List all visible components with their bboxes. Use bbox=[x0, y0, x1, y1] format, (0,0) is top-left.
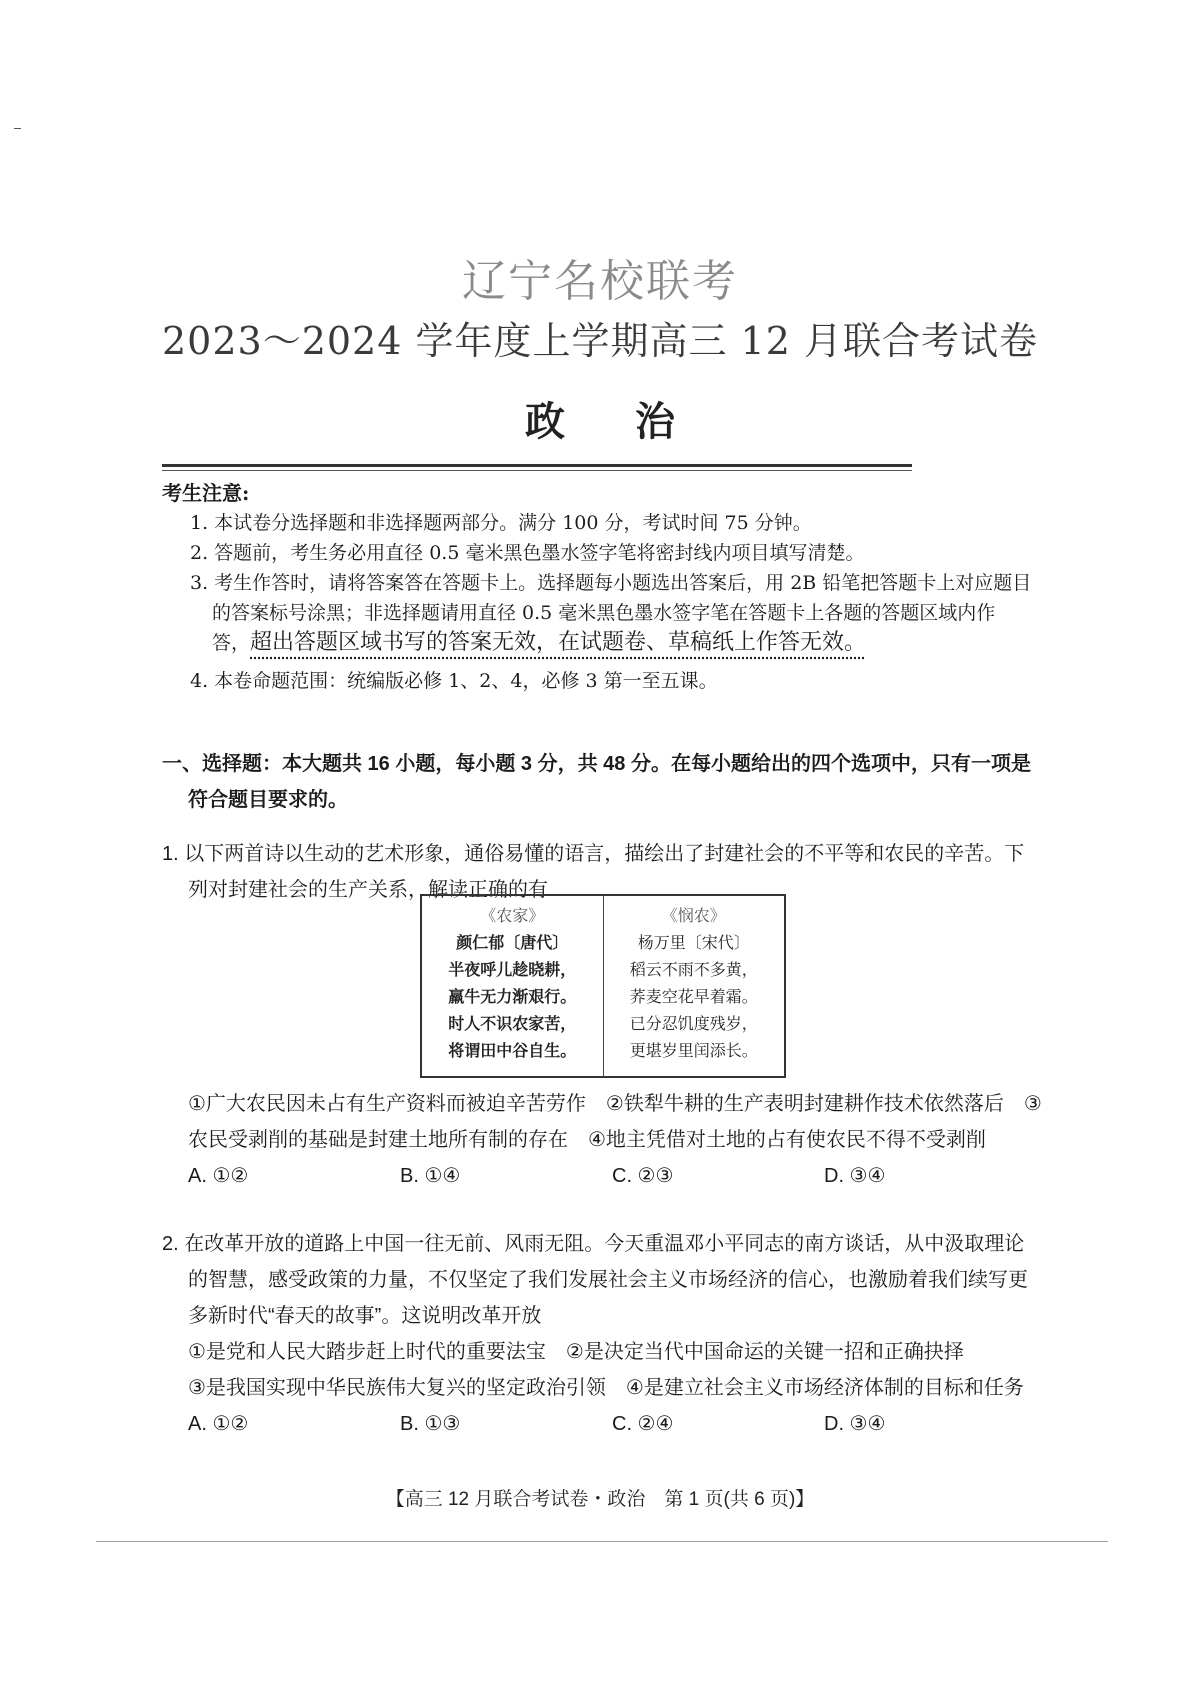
poem-right-line: 更堪岁里闰添长。 bbox=[629, 1041, 758, 1060]
question-2-choices bbox=[162, 1406, 1042, 1442]
question-2-option-line: ①是党和人民大踏步赶上时代的重要法宝 ②是决定当代中国命运的关键一招和正确抉择 bbox=[188, 1341, 964, 1363]
section-heading-text: 一、选择题：本大题共 16 小题，每小题 3 分，共 48 分。在每小题给出的四个选项中，只有一项是 bbox=[162, 753, 1031, 775]
poem-left-line: 时人不识农家苦， bbox=[448, 1014, 577, 1033]
question-1-choices bbox=[162, 1158, 1042, 1194]
poem-left-line: 将谓田中谷自生。 bbox=[448, 1041, 577, 1060]
scan-mark bbox=[14, 128, 21, 129]
poem-right-author: 杨万里〔宋代〕 bbox=[637, 933, 750, 952]
question-2-option-line: ③是我国实现中华民族伟大复兴的坚定政治引领 ④是建立社会主义市场经济体制的目标和任务 bbox=[188, 1377, 1024, 1399]
question-2-stem: 2. 在改革开放的道路上中国一往无前、风雨无阻。今天重温邓小平同志的南方谈话，从中汲取理论的智慧，感受政策的力量，不仅坚定了我们发展社会主义市场经济的信心，也激励着我们续写更多新时代“春天的故事”。这说明改革开放 bbox=[162, 1233, 1028, 1327]
exam-title: 辽宁名校联考 bbox=[462, 256, 738, 307]
notice-item-3-text: 3. 考生作答时，请将答案答在答题卡上。选择题每小题选出答案后，用 2B 铅笔把答题卡上对应题目的答案标号涂黑；非选择题请用直径 0.5 毫米黑色墨水签字笔在答题卡上各题的答题区域内作答， bbox=[190, 572, 1032, 654]
poem-right bbox=[603, 896, 785, 1076]
poem-right-line: 稻云不雨不多黄， bbox=[629, 960, 758, 979]
notice-item-4: 4. 本卷命题范围：统编版必修 1、2、4，必修 3 第一至五课。 bbox=[190, 670, 718, 692]
choice-a[interactable]: A. ①② bbox=[188, 1413, 249, 1435]
choice-c[interactable]: C. ②③ bbox=[612, 1165, 674, 1187]
poem-left-author: 颜仁郁〔唐代〕 bbox=[456, 933, 569, 952]
section-heading-cont: 符合题目要求的。 bbox=[188, 789, 348, 811]
poem-table bbox=[420, 894, 786, 1078]
exam-subtitle: 2023～2024 学年度上学期高三 12 月联合考试卷 bbox=[161, 319, 1038, 363]
question-1-options-text: ①广大农民因未占有生产资料而被迫辛苦劳作 ②铁犁牛耕的生产表明封建耕作技术依然落后 ③农民受剥削的基础是封建土地所有制的存在 ④地主凭借对土地的占有使农民不得不受剥削 bbox=[188, 1093, 1042, 1151]
poem-right-line: 已分忍饥度残岁， bbox=[629, 1014, 758, 1033]
question-1-stem: 1. 以下两首诗以生动的艺术形象，通俗易懂的语言，描绘出了封建社会的不平等和农民的辛苦。下列对封建社会的生产关系，解读正确的有 bbox=[162, 843, 1025, 901]
choice-b[interactable]: B. ①③ bbox=[400, 1413, 461, 1435]
divider-thick bbox=[162, 464, 912, 467]
poem-left-title: 《农家》 bbox=[480, 906, 545, 925]
page-bottom-line bbox=[96, 1541, 1108, 1542]
notice-item-3-emphasis: 超出答题区域书写的答案无效，在试题卷、草稿纸上作答无效。 bbox=[250, 630, 867, 655]
poem-right-line: 荞麦空花早着霜。 bbox=[629, 987, 758, 1006]
section-heading bbox=[162, 746, 1042, 818]
choice-d[interactable]: D. ③④ bbox=[824, 1413, 886, 1435]
notice-item-1: 1. 本试卷分选择题和非选择题两部分。满分 100 分，考试时间 75 分钟。 bbox=[190, 512, 812, 534]
poem-left-line: 半夜呼儿趁晓耕， bbox=[448, 960, 577, 979]
choice-a[interactable]: A. ①② bbox=[188, 1165, 249, 1187]
candidate-notice bbox=[162, 478, 1032, 696]
poem-left-line: 羸牛无力渐艰行。 bbox=[448, 987, 577, 1006]
choice-b[interactable]: B. ①④ bbox=[400, 1165, 461, 1187]
question-2 bbox=[162, 1226, 1042, 1442]
question-1-options bbox=[162, 1086, 1042, 1194]
notice-item-2: 2. 答题前，考生务必用直径 0.5 毫米黑色墨水签字笔将密封线内项目填写清楚。 bbox=[190, 542, 865, 564]
poem-right-title: 《悯农》 bbox=[661, 906, 726, 925]
choice-d[interactable]: D. ③④ bbox=[824, 1165, 886, 1187]
notice-title: 考生注意: bbox=[162, 481, 250, 505]
notice-item-3 bbox=[162, 568, 1032, 658]
subject-title: 政治 bbox=[525, 398, 745, 445]
poem-left bbox=[422, 896, 603, 1076]
page-footer: 【高三 12 月联合考试卷・政治 第 1 页(共 6 页)】 bbox=[385, 1489, 815, 1510]
choice-c[interactable]: C. ②④ bbox=[612, 1413, 674, 1435]
divider-thin bbox=[162, 470, 912, 471]
